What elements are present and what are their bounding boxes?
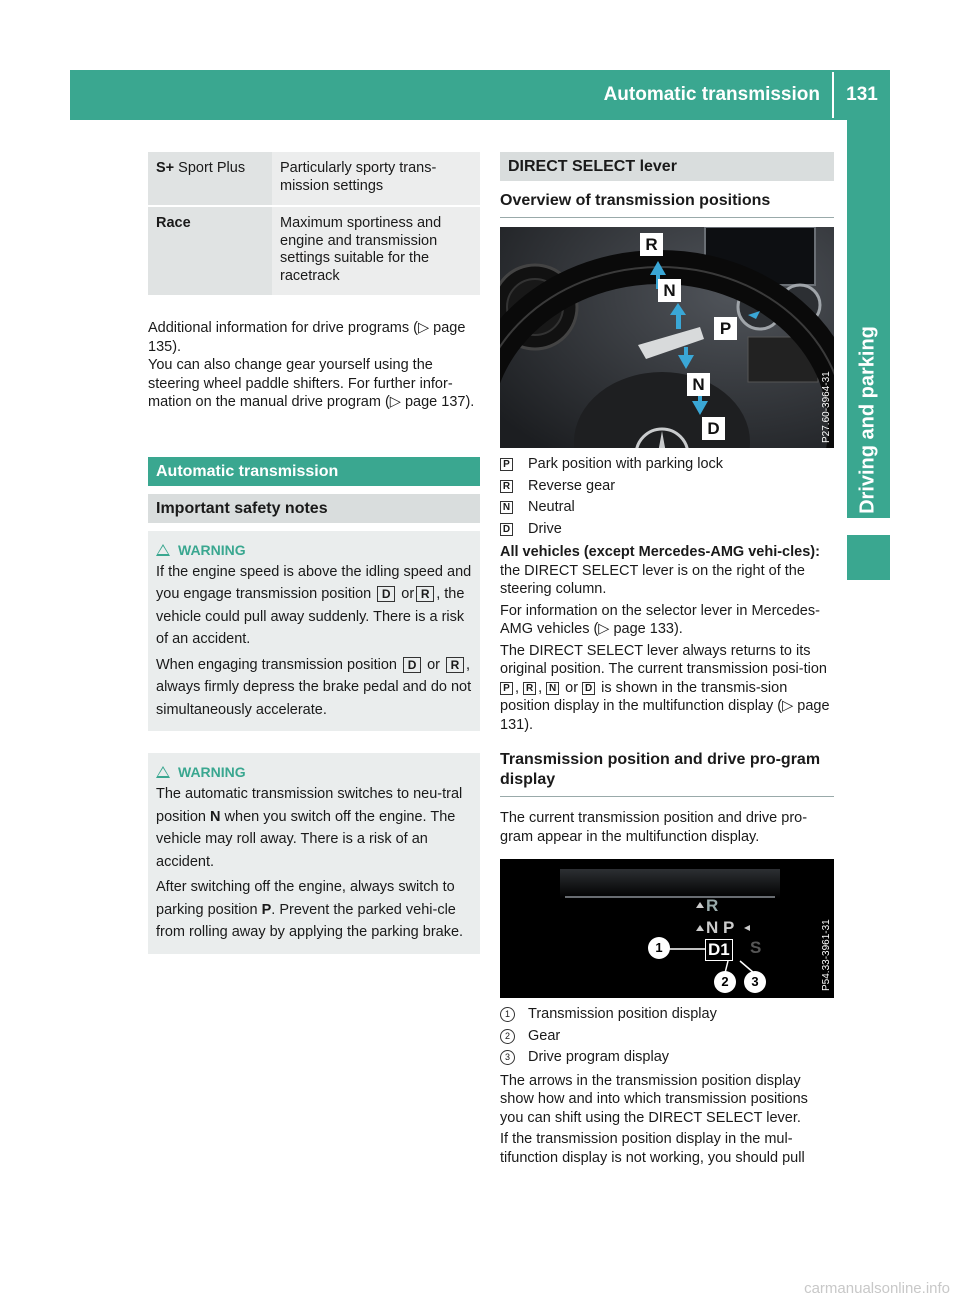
left-column — [148, 152, 480, 954]
page-number: 131 — [846, 84, 878, 105]
steering-wheel-image — [500, 227, 834, 448]
warning-heading: WARNING — [156, 761, 472, 783]
position-label: P — [714, 317, 737, 340]
list-item: P Park position with parking lock — [500, 454, 834, 476]
warning-text: If the engine speed is above the idling speed and you engage transmission position D or R , the vehicle could pull away suddenly. There is a risk of an accident. — [156, 563, 472, 647]
list-item: 1 Transmission position display — [500, 1004, 834, 1026]
all-vehicles-text: All vehicles (except Mercedes-AMG vehi-cles): the DIRECT SELECT lever is on the right of the steering column. — [500, 544, 820, 597]
list-item: N Neutral — [500, 497, 834, 519]
multifunction-display-image — [500, 859, 834, 998]
amg-info-text: For information on the selector lever in Mercedes-AMG vehicles (▷ page 133). — [500, 602, 820, 637]
list-item: D Drive — [500, 519, 834, 541]
heading-overview: Overview of transmission positions — [500, 191, 834, 218]
gear-r-symbol: R — [416, 586, 434, 602]
warning-box-2 — [148, 753, 480, 954]
section-title: DIRECT SELECT lever — [500, 152, 834, 181]
position-label: R — [640, 233, 663, 256]
table-row — [148, 152, 480, 205]
subsection-title: Important safety notes — [148, 494, 480, 523]
display-legend — [500, 1004, 834, 1069]
site-watermark: carmanualsonline.info — [804, 1280, 950, 1297]
section-title: Automatic transmission — [148, 457, 480, 486]
mode-desc-cell: Particularly sporty trans-mission settings — [272, 152, 480, 205]
list-item: 2 Gear — [500, 1026, 834, 1048]
heading-display: Transmission position and drive pro-gram display — [500, 750, 834, 797]
list-item: R Reverse gear — [500, 476, 834, 498]
callout-2: 2 — [714, 971, 736, 993]
position-label: N — [658, 279, 681, 302]
callout-3: 3 — [744, 971, 766, 993]
display-illustration — [500, 859, 834, 998]
display-intro-text: The current transmission position and drive pro-gram appear in the multifunction display. — [500, 810, 808, 845]
warning-box-1 — [148, 531, 480, 732]
warning-text: After switching off the engine, always switch to parking position P. Prevent the parked vehi-cle from rolling away by applying the parking brake. — [156, 879, 464, 940]
page-header-title: Automatic transmission — [603, 84, 820, 105]
warning-text: The automatic transmission switches to neu-tral position N when you switch off the engine. The vehicle may roll away. There is a risk of an accident. — [156, 786, 463, 870]
last-text: If the transmission position display in the mul-tifunction display is not working, you should pull — [500, 1131, 805, 1166]
drive-modes-table — [148, 150, 480, 297]
paddle-shifters-info: You can also change gear yourself using the steering wheel paddle shifters. For further infor-mation on the manual drive program (▷ page 137). — [148, 357, 475, 410]
gear-d-symbol: D — [403, 657, 421, 673]
steering-wheel-illustration — [500, 227, 834, 448]
warning-triangle-icon — [156, 766, 170, 778]
arrows-text: The arrows in the transmission position display show how and into which transmission positions you can shift using the DIRECT SELECT lever. — [500, 1072, 808, 1126]
warning-text: When engaging transmission position D or R , always firmly depress the brake pedal and do not simultaneously accelerate. — [156, 656, 472, 718]
mode-desc-cell: Maximum sportiness and engine and transmission settings suitable for the racetrack — [272, 207, 480, 295]
callout-1: 1 — [648, 937, 670, 959]
warning-triangle-icon — [156, 544, 170, 556]
right-column — [500, 152, 834, 1167]
mode-key-cell: Race — [148, 207, 272, 295]
position-label: D — [702, 417, 725, 440]
image-reference: P54.33-3961-31 — [821, 919, 832, 991]
gear-r-symbol: R — [446, 657, 464, 673]
warning-heading: WARNING — [156, 539, 472, 561]
return-text: The DIRECT SELECT lever always returns to its original position. The current transmission posi-tion P , R , N or D is shown in the transmis-sion position display in the multifunction display (▷ page 131). — [500, 642, 830, 733]
side-chapter-marker — [847, 535, 890, 580]
table-row — [148, 207, 480, 295]
drive-programs-info: Additional information for drive programs (▷ page 135). — [148, 320, 466, 355]
position-label: N — [687, 373, 710, 396]
display-r: R — [706, 896, 719, 915]
mode-key-cell: S+ Sport Plus — [148, 152, 272, 205]
side-chapter-label: Driving and parking — [856, 326, 879, 514]
display-np: N P — [706, 918, 735, 937]
gear-d-symbol: D — [377, 586, 395, 602]
image-reference: P27.60-3964-31 — [821, 371, 832, 443]
display-s: S — [750, 938, 762, 957]
list-item: 3 Drive program display — [500, 1047, 834, 1069]
display-gear: D1 — [705, 939, 733, 961]
positions-legend — [500, 454, 834, 540]
header-divider — [832, 72, 834, 118]
